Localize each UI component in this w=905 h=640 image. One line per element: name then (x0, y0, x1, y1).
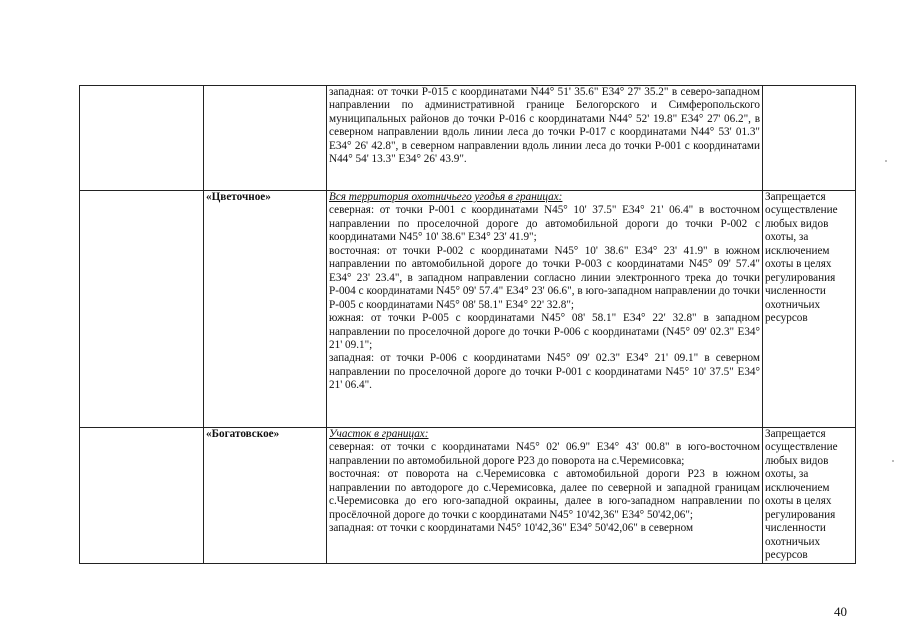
table-row (80, 86, 856, 191)
boundary-description (327, 191, 763, 428)
table-row (80, 428, 856, 564)
boundary-paragraph: восточная: от точки Р-002 с координатами N45° 10' 38.6" E34° 23' 41.9" в южном направлении по автомобильной дороге до точки Р-003 с координатами N45° 09' 57.4" E34° 23' 23.4", в западном направлении согласно линии электронного трека до точки Р-004 с координатами N45° 09' 57.4" E34° 23' 06.6", в юго-западном направлении до точки Р-005 с координатами N45° 08' 58.1" E34° 22' 32.8"; (329, 244, 760, 311)
page-number: 40 (834, 604, 847, 619)
boundary-heading: Участок в границах: (329, 428, 429, 440)
boundary-paragraph: северная: от точки Р-001 с координатами N45° 10' 37.5" E34° 21' 06.4" в восточном направлении по проселочной дороге до автомобильной дороги до точки Р-002 с координатами N45° 10' 38.6" E34° 23' 41.9"; (329, 204, 760, 244)
scan-speck (885, 160, 887, 162)
scan-speck (892, 460, 894, 462)
boundary-heading: Вся территория охотничьего угодья в границах: (329, 191, 563, 203)
empty-cell (80, 191, 204, 428)
table-row (80, 191, 856, 428)
hunting-grounds-table (79, 85, 856, 564)
boundary-paragraph: западная: от точки с координатами N45° 10'42,36" E34° 50'42,06" в северном (329, 522, 694, 535)
boundary-description (327, 86, 763, 191)
boundary-paragraph: южная: от точки Р-005 с координатами N45° 08' 58.1" E34° 22' 32.8" в западном направлении по проселочной дороге до точки Р-006 с координатами (N45° 09' 02.3" E34° 21' 09.1"; (329, 312, 760, 351)
boundary-description (327, 428, 763, 564)
boundary-paragraph: северная: от точки с координатами N45° 02' 06.9" E34° 43' 00.8" в юго-восточном направлении по автомобильной дороге Р23 до поворота на с.Черемисовка; (329, 441, 760, 467)
boundary-paragraph: восточная: от поворота на с.Черемисовка с автомобильной дороги Р23 в южном направлении по автодороге до с.Черемисовка, далее по северной и западной границам с.Черемисовка до его юго-западной окраины, далее в юго-западном направлении по просёлочной дороге до точки с координатами N45° 10'42,36" E34° 50'42,06"; (329, 468, 760, 521)
ground-name (204, 86, 327, 191)
boundary-paragraph: западная: от точки Р-006 с координатами N45° 09' 02.3" E34° 21' 09.1" в северном направлении по проселочной дороге до точки Р-001 с координатами N45° 10' 37.5" E34° 21' 06.4". (329, 352, 760, 392)
ground-name: «Богатовское» (204, 428, 327, 564)
boundary-paragraph: западная: от точки Р-015 с координатами N44° 51' 35.6" E34° 27' 35.2" в северо-западном направлении по административной границе Белогорского и Симферопольского муниципальных районов до точки Р-016 с координатами N44° 52' 19.8" E34° 27' 06.2", в северном направлении вдоль линии леса до точки Р-017 с координатами N44° 53' 01.3" E34° 26' 42.8", в северном направлении вдоль линии леса до точки Р-001 с координатами N44° 54' 13.3" E34° 26' 43.9". (329, 86, 760, 166)
empty-cell (80, 428, 204, 564)
ground-name: «Цветочное» (204, 191, 327, 428)
restriction-text: Запрещается осуществление любых видов охоты, за исключением охоты в целях регулирования численности охотничьих ресурсов (763, 191, 856, 428)
restriction-text (763, 86, 856, 191)
empty-cell (80, 86, 204, 191)
restriction-text: Запрещается осуществление любых видов охоты, за исключением охоты в целях регулирования численности охотничьих ресурсов (763, 428, 856, 564)
